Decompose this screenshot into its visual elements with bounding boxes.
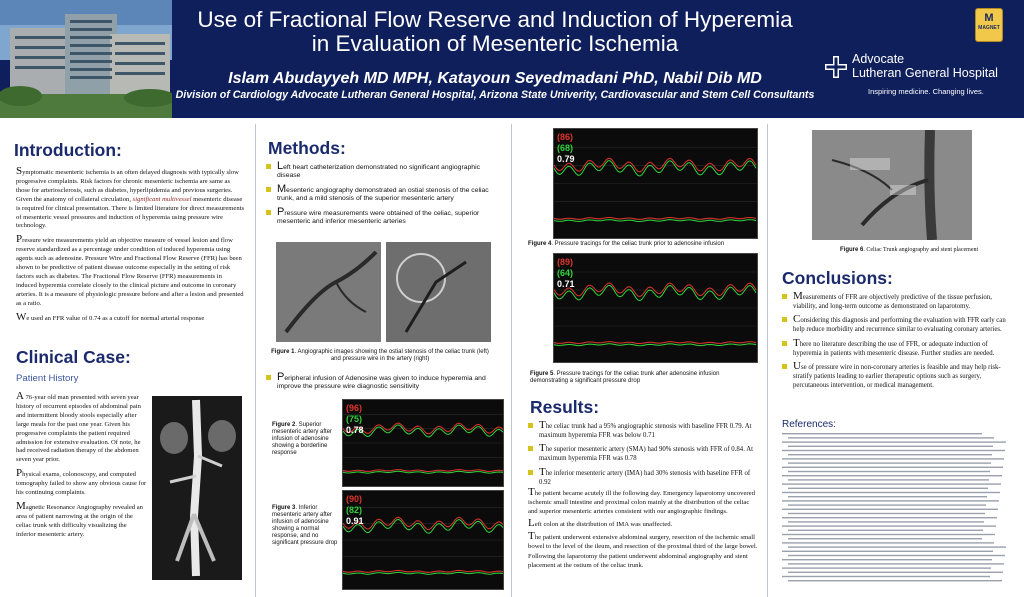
reference-line — [788, 488, 988, 489]
results-paragraph — [528, 488, 760, 517]
distal-pressure-trace — [554, 161, 756, 176]
magnet-badge — [975, 8, 1003, 42]
logo-tagline: Inspiring medicine. Changing lives. — [868, 87, 984, 96]
methods-list — [266, 162, 499, 230]
clinical-paragraph-text: agnetic Resonance Angiography revealed an area of patient narrowing at the origin of the celiac trunk with difficulty visualizing the inferior mesenteric artery. — [16, 503, 143, 538]
results-narrative — [528, 488, 760, 571]
reference-line — [788, 479, 989, 480]
poster-title — [175, 8, 815, 56]
aortic-pressure-value: (90) — [346, 494, 363, 504]
reference-line — [788, 572, 1003, 573]
drop-cap: T — [793, 336, 800, 349]
reference-line — [782, 483, 1001, 484]
bullet-text: here no literature describing the use of FFR, or adequate induction of hyperemia in patients with mesenteric disease. Further studies are needed. — [793, 340, 995, 357]
figure-1-caption — [266, 349, 494, 363]
results-list — [528, 421, 756, 491]
drop-cap: W — [16, 310, 27, 323]
results-bullet — [528, 421, 756, 440]
clinical-paragraph-text: hysical exams, colonoscopy, and computed tomography failed to show any obvious cause for his continuing complaints. — [16, 471, 147, 497]
distal-pressure-value: (68) — [557, 143, 574, 153]
drop-cap: A — [16, 390, 24, 402]
intro-paragraph — [16, 167, 244, 231]
methods-heading: Methods: — [268, 138, 346, 158]
ffr-value: 0.91 — [346, 516, 364, 526]
reference-line — [782, 542, 994, 543]
reference-line — [788, 555, 1005, 556]
distal-pressure-value: (82) — [346, 505, 363, 515]
column-divider — [255, 124, 256, 597]
methods-bullet — [266, 205, 499, 227]
intro-text: ymptomatic mesenteric ischemia is an often delayed diagnosis with typically slow progressive complaints. Risk factors for chronic mesenteric ischemia are same as those for arteriosclerosis, such as diabetes, hyperlipidemia and previous surgeries. Given the anatomy of collateral circulation, — [16, 169, 239, 203]
reference-line — [782, 458, 1004, 459]
affiliation: Division of Cardiology Advocate Lutheran General Hospital, Arizona State Univerity, Cardiovascular and Stem Cell Consultants — [175, 89, 815, 101]
results-paragraph — [528, 516, 760, 530]
reference-line — [782, 450, 1005, 451]
figure-5-caption — [530, 371, 754, 385]
drop-cap: U — [793, 360, 801, 373]
reference-line — [788, 563, 1004, 564]
reference-line — [788, 538, 982, 539]
pressure-tracing-plot — [343, 400, 503, 486]
bullet-text: onsidering this diagnosis and performing the evaluation with FFR early can help reduce morbidity and recurrence similar to evaluating coronary arteries. — [793, 317, 1006, 334]
cross-icon — [824, 55, 848, 79]
pressure-tracing-plot — [554, 129, 757, 238]
conclusion-bullet — [782, 315, 1010, 334]
drop-cap: T — [528, 529, 535, 542]
authors: Islam Abudayyeh MD MPH, Katayoun Seyedmadani PhD, Nabil Dib MD — [228, 70, 762, 87]
title-line-1: Use of Fractional Flow Reserve and Induction of Hyperemia — [197, 7, 793, 32]
reference-line — [788, 496, 987, 497]
caption-text: . Pressure tracings for the celiac trunk after adenosine infusion demonstrating a significant pressure drop — [530, 371, 720, 384]
reference-line — [782, 509, 998, 510]
figure-4-pressure-tracing — [553, 128, 758, 239]
results-paragraph-text: he patient became acutely ill the following day. Emergency laparotomy uncovered ischemic small intestine and proximal colon mainly at the distribution of the celiac and superior mesenteric arteries consistent with our angiographic findings. — [528, 490, 755, 515]
bullet-text: eripheral infusion of Adenosine was given to induce hyperemia and improve the pressure wire diagnostic sensitivity — [277, 375, 486, 391]
reference-line — [782, 525, 996, 526]
introduction-text — [16, 167, 244, 328]
references-list — [782, 433, 1012, 590]
drop-cap: T — [539, 442, 546, 455]
methods-bullet — [266, 182, 499, 204]
drop-cap: T — [539, 465, 546, 478]
intro-paragraph — [16, 310, 244, 324]
conclusions-list — [782, 292, 1010, 394]
mr-angiography-image — [152, 396, 242, 580]
bullet-text: easurements of FFR are objectively predictive of the tissue perfusion, viability, and long-term outcome as demonstrated on laparotomy. — [793, 294, 992, 310]
reference-line — [782, 441, 1006, 442]
reference-line — [782, 500, 999, 501]
reference-line — [782, 534, 995, 535]
drop-cap: M — [277, 182, 287, 195]
reference-line — [788, 471, 990, 472]
reference-line — [782, 433, 982, 434]
reference-line — [782, 551, 993, 552]
baseline-trace-red — [554, 218, 756, 220]
caption-text: . Inferior mesenteric artery after infusion of adenosine showing a normal response, and no significant pressure drop — [272, 505, 338, 546]
figure-6-caption — [840, 247, 1010, 254]
aortic-pressure-value: (89) — [557, 257, 574, 267]
clinical-paragraph — [16, 392, 147, 465]
reference-line — [788, 530, 983, 531]
conclusion-bullet — [782, 292, 1010, 311]
figure-label: Figure 5 — [530, 371, 554, 377]
bullet-text: he superior mesenteric artery (SMA) had 90% stenosis with FFR of 0.84. At maximum hyperemia FFR was 0.78 — [539, 446, 754, 463]
references-heading: References: — [782, 419, 836, 430]
reference-line — [782, 576, 990, 577]
reference-line — [788, 462, 991, 463]
intro-paragraph — [16, 235, 244, 308]
results-bullet — [528, 444, 756, 463]
figure-3-caption — [272, 505, 342, 547]
figure-label: Figure 2 — [272, 422, 296, 428]
reference-line — [788, 513, 985, 514]
clinical-paragraph — [16, 469, 147, 498]
figure-label: Figure 6 — [840, 247, 864, 253]
methods-bullet — [266, 373, 499, 392]
logo-name-line-1: Advocate — [852, 52, 905, 66]
figure-label: Figure 3 — [272, 505, 296, 511]
figure-label: Figure 4 — [528, 241, 552, 247]
bullet-text: ressure wire measurements were obtained of the celiac, superior mesenteric and inferior mesenteric arteries — [277, 209, 480, 226]
bullet-text: se of pressure wire in non-coronary arteries is feasible and may help risk-stratify patients leading to earlier therapeutic options such as surgery, percutaneous intervention, or medical management. — [793, 364, 1001, 389]
figure-2-caption — [272, 422, 342, 457]
logo-name-line-2: Lutheran General Hospital — [852, 66, 998, 80]
clinical-text — [16, 392, 147, 544]
figure-label: Figure 1 — [271, 349, 295, 355]
results-paragraph: Following the laparotomy the patient underwent abdominal angiography and stent placement at the ostium of the celiac trunk. — [528, 553, 748, 570]
reference-line — [788, 504, 986, 505]
pressure-tracing-plot — [554, 254, 757, 362]
results-heading: Results: — [530, 397, 600, 417]
caption-text: . Superior mesenteric artery after infusion of adenosine showing a borderline response — [272, 422, 333, 456]
pressure-wire-angiogram — [386, 242, 491, 342]
references-fine-print — [782, 433, 1012, 585]
methods-bullet — [266, 162, 499, 181]
baseline-trace-red — [554, 342, 756, 344]
drop-cap: L — [528, 516, 535, 529]
reference-line — [788, 580, 1002, 581]
drop-cap: P — [16, 233, 23, 246]
ffr-value: 0.78 — [346, 425, 364, 435]
drop-cap: L — [277, 160, 284, 172]
drop-cap: M — [16, 499, 26, 512]
figure-2-pressure-tracing — [342, 399, 504, 487]
intro-text: e used an FFR value of 0.74 as a cutoff for normal arterial response — [26, 314, 205, 322]
distal-pressure-trace — [343, 520, 503, 534]
bullet-text: he celiac trunk had a 95% angiographic stenosis with baseline FFR 0.79. At maximum hyperemia FFR was below 0.71 — [539, 423, 752, 439]
reference-line — [782, 467, 1003, 468]
aortic-pressure-value: (86) — [557, 132, 574, 142]
drop-cap: P — [16, 467, 23, 480]
drop-cap: S — [16, 165, 23, 177]
bullet-text: he inferior mesenteric artery (IMA) had 30% stenosis with baseline FFR of 0.92 — [539, 469, 751, 486]
reference-line — [788, 546, 1006, 547]
patient-history-subheading: Patient History — [16, 373, 79, 384]
clinical-paragraph — [16, 499, 147, 540]
intro-text: ressure wire measurements yield an objective measure of vessel lesion and flow reserve standardized as a percentage under condition of induced hyperemia using agents such as adenosine. Pressure Wire and Fractional Flow Reserve (FFR) has been shown to be predictive of patient disease outcome especially in the setting of risk factors such as diabetes. The Fractional Flow Reserve (FFR) measurements in induced hyperemia correlate closely to the clinical picture and outcome in coronary arteries. It is a measure of physiologic pressure before and after a lesion and presented as a ratio. — [16, 237, 244, 307]
intro-text: mesenteric disease is required for clinical presentation. There is limited literature for direct measurements of mesenteric vessel pressures and induction of hyperemia using pressure wire technology. — [16, 195, 245, 230]
reference-line — [782, 567, 991, 568]
baseline-trace-red — [343, 570, 503, 572]
distal-pressure-trace — [343, 425, 503, 437]
pressure-tracing-plot — [343, 491, 503, 589]
bullet-text: esenteric angiography demonstrated an ostial stenosis of the celiac trunk, and a mild stenosis of the superior mesenteric artery — [277, 186, 489, 203]
badge-letter: M — [984, 12, 994, 24]
conclusion-bullet — [782, 336, 1010, 358]
reference-line — [788, 446, 993, 447]
advocate-logo — [820, 45, 1010, 105]
column-divider — [767, 124, 768, 597]
stent-angiogram — [812, 130, 972, 240]
distal-pressure-trace — [554, 285, 756, 300]
title-line-2: in Evaluation of Mesenteric Ischemia — [311, 31, 679, 56]
drop-cap: P — [277, 205, 285, 218]
reference-line — [782, 559, 992, 560]
caption-text: . Celiac Trunk angiography and stent placement — [863, 247, 979, 253]
caption-text: . Angiographic images showing the ostial stenosis of the celiac trunk (left) and pressure wire in the artery (right) — [294, 349, 489, 362]
conclusions-heading: Conclusions: — [782, 268, 893, 288]
reference-line — [788, 521, 984, 522]
aortic-pressure-value: (96) — [346, 403, 363, 413]
reference-line — [782, 492, 1000, 493]
conclusion-bullet — [782, 362, 1010, 390]
reference-line — [788, 437, 994, 438]
column-divider — [511, 124, 512, 597]
reference-line — [782, 517, 997, 518]
results-bullet — [528, 465, 756, 487]
distal-pressure-value: (64) — [557, 268, 574, 278]
clinical-case-heading: Clinical Case: — [16, 347, 131, 367]
intro-emphasis: significant multivessel — [132, 195, 192, 203]
figure-3-pressure-tracing — [342, 490, 504, 590]
celiac-stenosis-angiogram — [276, 242, 381, 342]
clinical-paragraph-text: 76-year old man presented with seven year history of recurrent episodes of abdominal pain and intermittent bloody stools especially after large meals for the past one year. Given his progressive complaints the patient required admission for extensive evaluation. Of note, he had received radiation therapy of the abdomen seven year prior. — [16, 394, 141, 464]
drop-cap: T — [528, 486, 535, 498]
drop-cap: T — [539, 419, 546, 431]
figure-4-caption — [528, 241, 768, 248]
ffr-value: 0.71 — [557, 279, 575, 289]
results-paragraph — [528, 529, 760, 552]
results-paragraph-text: eft colon at the distribution of IMA was unaffected. — [534, 520, 673, 528]
figure-5-pressure-tracing — [553, 253, 758, 363]
distal-pressure-value: (75) — [346, 414, 363, 424]
adenosine-bullet-list — [266, 373, 499, 396]
badge-text: MAGNET — [978, 25, 1000, 31]
results-paragraph-text: he patient underwent extensive abdominal surgery, resection of the ischemic small bowel to the level of the ileum, and resection of the proximal third of the large bowel. — [528, 533, 758, 550]
drop-cap: M — [793, 290, 803, 302]
caption-text: . Pressure tracings for the celiac trunk prior to adenosine infusion — [551, 241, 725, 247]
drop-cap: C — [793, 313, 801, 326]
ffr-value: 0.79 — [557, 154, 575, 164]
hospital-building-photo — [0, 0, 172, 118]
reference-line — [788, 454, 992, 455]
introduction-heading: Introduction: — [14, 140, 122, 160]
bullet-text: eft heart catheterization demonstrated no significant angiographic disease — [277, 164, 480, 180]
drop-cap: P — [277, 371, 285, 383]
reference-line — [782, 475, 1002, 476]
